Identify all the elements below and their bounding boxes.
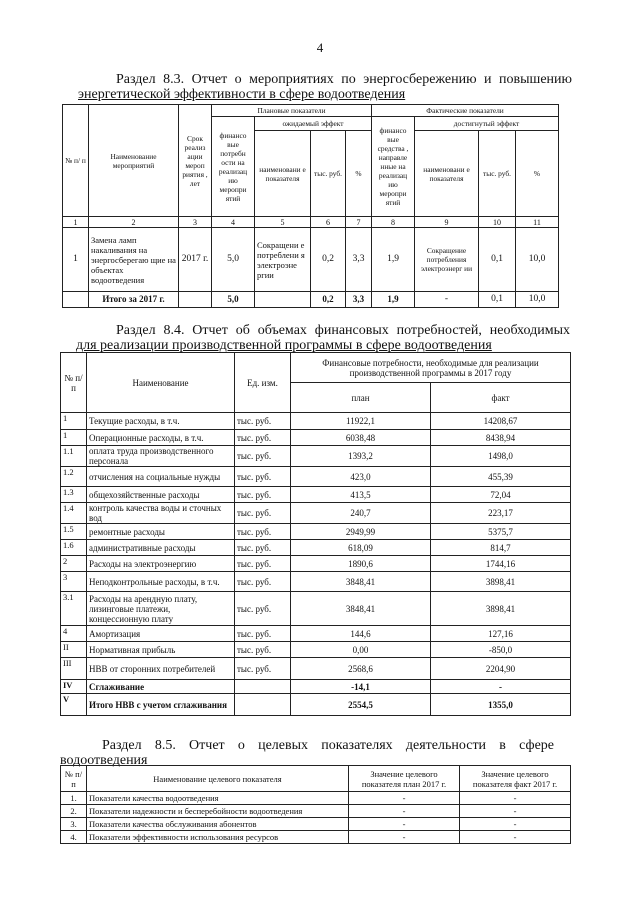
row-plan: 6038,48 — [291, 430, 431, 446]
planned-rub: 0,2 — [311, 228, 346, 292]
row-fact: - — [460, 818, 571, 831]
row-fact: 14208,67 — [431, 413, 571, 430]
col-number: 3 — [179, 217, 212, 228]
fin-spent: 1,9 — [372, 228, 415, 292]
table-row — [61, 626, 571, 642]
row-fact: 3898,41 — [431, 592, 571, 626]
row-name: оплата труда производственного персонала — [87, 446, 235, 467]
table-row — [61, 642, 571, 658]
row-unit: тыс. руб. — [235, 487, 291, 503]
row-num: 3 — [61, 572, 87, 592]
row-num: 1. — [61, 792, 87, 805]
row-name: НВВ от сторонних потребителей — [87, 658, 235, 680]
table-row — [61, 430, 571, 446]
hdr-indicator-actual: наименовани е показателя — [415, 131, 479, 217]
table-row — [61, 658, 571, 680]
row-plan: - — [349, 805, 460, 818]
row-unit: тыс. руб. — [235, 467, 291, 487]
row-plan: 0,00 — [291, 642, 431, 658]
section-8-3-title-line2: энергетической эффективности в сфере водоотведения — [78, 87, 406, 102]
row-name: Показатели качества обслуживания абонентов — [87, 818, 349, 831]
row-plan: 2949,99 — [291, 524, 431, 540]
total-label: Итого за 2017 г. — [89, 292, 179, 308]
hdr-num: № п/ п — [63, 105, 89, 217]
total-planned-pct: 3,3 — [346, 292, 372, 308]
fin-need: 5,0 — [212, 228, 255, 292]
row-unit: тыс. руб. — [235, 430, 291, 446]
row-unit: тыс. руб. — [235, 446, 291, 467]
row-unit: тыс. руб. — [235, 524, 291, 540]
section-8-3-title — [78, 72, 572, 102]
row-num: 3.1 — [61, 592, 87, 626]
indicator-actual: Сокращение потребления электроэнерг ии — [415, 228, 479, 292]
row-unit: тыс. руб. — [235, 540, 291, 556]
hdr-target-plan: Значение целевого показателя план 2017 г. — [349, 766, 460, 792]
row-plan: 3848,41 — [291, 592, 431, 626]
row-fact: -850,0 — [431, 642, 571, 658]
row-unit — [235, 694, 291, 716]
hdr-term: Срок реализ ации мероп риятия , лет — [179, 105, 212, 217]
table-row — [61, 592, 571, 626]
row-num: 1.3 — [61, 487, 87, 503]
hdr-rub-planned: тыс. руб. — [311, 131, 346, 217]
row-num: 1.5 — [61, 524, 87, 540]
row-num: 4. — [61, 831, 87, 844]
hdr-target-fact: Значение целевого показателя факт 2017 г. — [460, 766, 571, 792]
hdr-planned: Плановые показатели — [212, 105, 372, 117]
row-fact: 455,39 — [431, 467, 571, 487]
col-number: 11 — [516, 217, 559, 228]
row-plan: 3848,41 — [291, 572, 431, 592]
row-name: административные расходы — [87, 540, 235, 556]
row-fact: 223,17 — [431, 503, 571, 524]
hdr-indicator-planned: наименовани е показателя — [255, 131, 311, 217]
total-planned-rub: 0,2 — [311, 292, 346, 308]
row-plan: 1393,2 — [291, 446, 431, 467]
row-num: 1.6 — [61, 540, 87, 556]
row-name: ремонтные расходы — [87, 524, 235, 540]
table-row — [61, 446, 571, 467]
row-plan: - — [349, 792, 460, 805]
row-num: IV — [61, 680, 87, 694]
section-8-4-title-line2: для реализации производственной программы в сфере водоотведения — [76, 338, 492, 353]
row-plan: 240,7 — [291, 503, 431, 524]
row-plan: 2568,6 — [291, 658, 431, 680]
section-8-5-title-line2: водоотведения — [60, 753, 148, 768]
row-name: Показатели эффективности использования ресурсов — [87, 831, 349, 844]
col-number: 9 — [415, 217, 479, 228]
row-fact: 72,04 — [431, 487, 571, 503]
row-num: III — [61, 658, 87, 680]
table-row — [61, 680, 571, 694]
row-unit: тыс. руб. — [235, 626, 291, 642]
row-num: 1 — [63, 228, 89, 292]
row-num: V — [61, 694, 87, 716]
hdr-num: № п/п — [61, 766, 87, 792]
row-num: 3. — [61, 818, 87, 831]
section-8-5-title — [60, 738, 554, 768]
row-fact: 3898,41 — [431, 572, 571, 592]
row-name: контроль качества воды и сточных вод — [87, 503, 235, 524]
row-plan: - — [349, 818, 460, 831]
indicator-planned: Сокращени е потреблени я электроэне ргии — [255, 228, 311, 292]
hdr-expected-effect: ожидаемый эффект — [255, 117, 372, 131]
measure-name: Замена ламп накаливания на энергосберегаю щие на объектах водоотведения — [89, 228, 179, 292]
row-unit: тыс. руб. — [235, 658, 291, 680]
row-name: общехозяйственные расходы — [87, 487, 235, 503]
total-fin-need: 5,0 — [212, 292, 255, 308]
row-fact: - — [460, 831, 571, 844]
row-name: Нормативная прибыль — [87, 642, 235, 658]
actual-rub: 0,1 — [479, 228, 516, 292]
row-unit: тыс. руб. — [235, 503, 291, 524]
row-unit: тыс. руб. — [235, 642, 291, 658]
col-number: 8 — [372, 217, 415, 228]
total-actual-rub: 0,1 — [479, 292, 516, 308]
row-fact: 1355,0 — [431, 694, 571, 716]
hdr-achieved-effect: достигнутый эффект — [415, 117, 559, 131]
table-row — [61, 556, 571, 572]
row-unit: тыс. руб. — [235, 556, 291, 572]
row-name: отчисления на социальные нужды — [87, 467, 235, 487]
row-plan: 11922,1 — [291, 413, 431, 430]
row-plan: 2554,5 — [291, 694, 431, 716]
row-fact: - — [431, 680, 571, 694]
row-unit: тыс. руб. — [235, 592, 291, 626]
total-indicator-actual: - — [415, 292, 479, 308]
hdr-fin-spent: финансо вые средства , направле нные на реализац ию меропри ятий — [372, 117, 415, 217]
row-name: Расходы на арендную плату, лизинговые платежи, концессионную плату — [87, 592, 235, 626]
table-row — [61, 572, 571, 592]
row-name: Показатели надежности и бесперебойности водоотведения — [87, 805, 349, 818]
table-row — [61, 540, 571, 556]
hdr-actual: Фактические показатели — [372, 105, 559, 117]
section-8-4-title — [76, 323, 570, 353]
section-8-3-title-line1: Раздел 8.3. Отчет о мероприятиях по энергосбережению и повышению — [116, 72, 572, 87]
hdr-name: Наименование — [87, 353, 235, 413]
col-number: 6 — [311, 217, 346, 228]
row-plan: 144,6 — [291, 626, 431, 642]
table-row — [61, 503, 571, 524]
row-fact: 814,7 — [431, 540, 571, 556]
total-fin-spent: 1,9 — [372, 292, 415, 308]
row-fact: 1498,0 — [431, 446, 571, 467]
hdr-fact: факт — [431, 383, 571, 413]
hdr-rub-actual: тыс. руб. — [479, 131, 516, 217]
table-row — [63, 228, 559, 292]
row-fact: 1744,16 — [431, 556, 571, 572]
hdr-unit: Ед. изм. — [235, 353, 291, 413]
row-fact: 2204,90 — [431, 658, 571, 680]
table-row — [61, 524, 571, 540]
table-row — [61, 467, 571, 487]
row-num: 2 — [61, 556, 87, 572]
total-actual-pct: 10,0 — [516, 292, 559, 308]
table-row — [61, 413, 571, 430]
row-fact: - — [460, 805, 571, 818]
row-num: 1.1 — [61, 446, 87, 467]
row-unit: тыс. руб. — [235, 572, 291, 592]
target-indicators-table — [60, 765, 571, 844]
row-num: II — [61, 642, 87, 658]
table-row — [61, 792, 571, 805]
row-unit: тыс. руб. — [235, 413, 291, 430]
hdr-pct-actual: % — [516, 131, 559, 217]
row-num: 4 — [61, 626, 87, 642]
row-fact: 127,16 — [431, 626, 571, 642]
row-plan: 413,5 — [291, 487, 431, 503]
row-num: 1 — [61, 430, 87, 446]
row-name: Сглаживание — [87, 680, 235, 694]
row-plan: -14,1 — [291, 680, 431, 694]
row-num: 1 — [61, 413, 87, 430]
row-plan: - — [349, 831, 460, 844]
row-num: 2. — [61, 805, 87, 818]
measure-term: 2017 г. — [179, 228, 212, 292]
row-name: Текущие расходы, в т.ч. — [87, 413, 235, 430]
row-fact: 8438,94 — [431, 430, 571, 446]
row-fact: - — [460, 792, 571, 805]
row-fact: 5375,7 — [431, 524, 571, 540]
row-unit — [235, 680, 291, 694]
table-row — [61, 831, 571, 844]
row-num: 1.4 — [61, 503, 87, 524]
row-name: Неподконтрольные расходы, в т.ч. — [87, 572, 235, 592]
row-num: 1.2 — [61, 467, 87, 487]
planned-pct: 3,3 — [346, 228, 372, 292]
row-plan: 423,0 — [291, 467, 431, 487]
hdr-indicator-name: Наименование целевого показателя — [87, 766, 349, 792]
table-row — [61, 694, 571, 716]
col-number: 7 — [346, 217, 372, 228]
col-number: 10 — [479, 217, 516, 228]
hdr-measure-name: Наименование мероприятий — [89, 105, 179, 217]
row-name: Расходы на электроэнергию — [87, 556, 235, 572]
row-name: Показатели качества водоотведения — [87, 792, 349, 805]
col-number: 5 — [255, 217, 311, 228]
hdr-num: № п/п — [61, 353, 87, 413]
hdr-plan: план — [291, 383, 431, 413]
section-8-4-title-line1: Раздел 8.4. Отчет об объемах финансовых потребностей, необходимых — [116, 323, 570, 338]
table-row — [61, 818, 571, 831]
row-name: Итого НВВ с учетом сглаживания — [87, 694, 235, 716]
row-name: Амортизация — [87, 626, 235, 642]
hdr-pct-planned: % — [346, 131, 372, 217]
actual-pct: 10,0 — [516, 228, 559, 292]
section-8-5-title-line1: Раздел 8.5. Отчет о целевых показателях деятельности в сфере — [102, 738, 554, 753]
hdr-financial-needs: Финансовые потребности, необходимые для реализации производственной программы в 2017 году — [291, 353, 571, 383]
table-row — [61, 487, 571, 503]
table-row — [61, 805, 571, 818]
hdr-fin-need: финансо вые потребн ости на реализац ию меропри ятий — [212, 117, 255, 217]
col-number: 2 — [89, 217, 179, 228]
financial-needs-table — [60, 352, 571, 716]
row-plan: 618,09 — [291, 540, 431, 556]
page-number: 4 — [316, 40, 324, 55]
total-row — [63, 292, 559, 308]
row-name: Операционные расходы, в т.ч. — [87, 430, 235, 446]
row-plan: 1890,6 — [291, 556, 431, 572]
col-number: 1 — [63, 217, 89, 228]
col-number: 4 — [212, 217, 255, 228]
energy-saving-measures-table — [62, 104, 559, 308]
